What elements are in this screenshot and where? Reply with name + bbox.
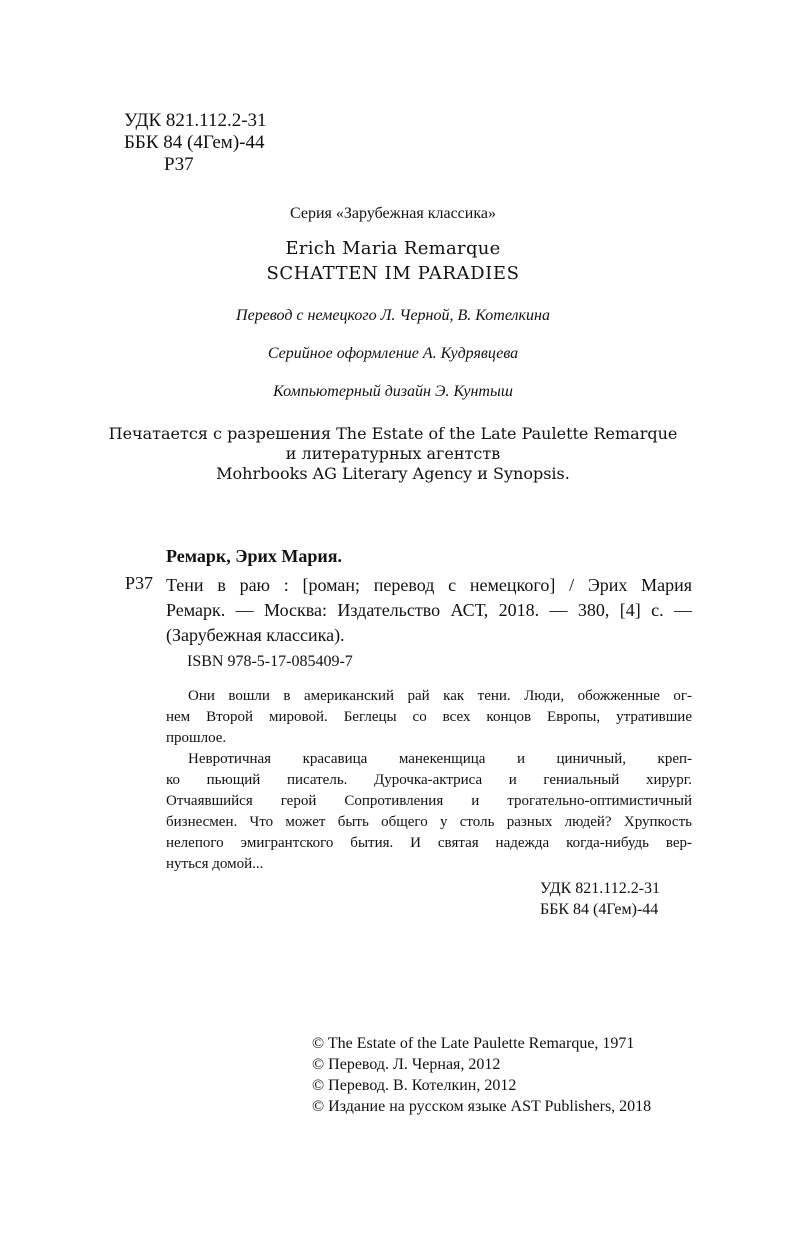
copyright-line: © The Estate of the Late Paulette Remarque, 1971 xyxy=(312,1035,635,1052)
annotation-paragraph-2 xyxy=(166,749,692,875)
permission-notice xyxy=(0,424,786,484)
bbk-code: ББК 84 (4Гем)-44 xyxy=(540,901,659,918)
bbk-code: ББК 84 (4Гем)-44 xyxy=(124,132,265,153)
annotation-line: Отчаявшийся герой Сопротивления и трогательно-оптимистичный xyxy=(166,793,692,809)
computer-design-credit: Компьютерный дизайн Э. Кунтыш xyxy=(273,383,513,400)
bib-author-mark: Р37 xyxy=(125,573,154,593)
classification-codes-bottom xyxy=(540,878,660,920)
annotation-line: нуться домой... xyxy=(166,856,264,872)
bib-description xyxy=(166,573,692,648)
annotation-line: нем Второй мировой. Беглецы со всех концов Европы, утратившие xyxy=(166,709,692,725)
copyright-line: © Перевод. В. Котелкин, 2012 xyxy=(312,1077,517,1094)
bib-line: Тени в раю : [роман; перевод с немецкого] / Эрих Мария xyxy=(166,575,692,595)
udk-code: УДК 821.112.2-31 xyxy=(540,880,661,897)
original-title: SCHATTEN IM PARADIES xyxy=(266,263,520,284)
author-mark: Р37 xyxy=(164,154,194,175)
annotation-line: ко пьющий писатель. Дурочка-актриса и гениальный хирург. xyxy=(166,772,692,788)
series-name: Серия «Зарубежная классика» xyxy=(290,205,496,222)
bib-line: Ремарк. — Москва: Издательство АСТ, 2018. — 380, [4] с. — xyxy=(166,600,692,620)
copyright-line: © Перевод. Л. Черная, 2012 xyxy=(312,1056,501,1073)
permission-line: Mohrbooks AG Literary Agency и Synopsis. xyxy=(216,464,570,483)
isbn: ISBN 978-5-17-085409-7 xyxy=(187,653,353,670)
udk-code: УДК 821.112.2-31 xyxy=(124,110,267,131)
copyright-block xyxy=(312,1033,651,1117)
series-design-credit: Серийное оформление А. Кудрявцева xyxy=(267,345,519,362)
copyright-line: © Издание на русском языке AST Publishers, 2018 xyxy=(312,1098,652,1115)
annotation-line: нелепого эмигрантского бытия. И святая надежда когда-нибудь вер- xyxy=(166,835,692,851)
bib-line: (Зарубежная классика). xyxy=(166,625,345,645)
translation-credit: Перевод с немецкого Л. Черной, В. Котелкина xyxy=(236,307,550,324)
permission-line: Печатается с разрешения The Estate of the Late Paulette Remarque xyxy=(108,424,678,443)
classification-codes xyxy=(124,110,267,176)
annotation-line: Они вошли в американский рай как тени. Люди, обожженные ог- xyxy=(188,688,692,704)
bib-author: Ремарк, Эрих Мария. xyxy=(166,546,342,566)
annotation-paragraph-1 xyxy=(166,686,692,749)
annotation-line: прошлое. xyxy=(166,730,227,746)
permission-line: и литературных агентств xyxy=(285,444,501,463)
original-author: Erich Maria Remarque xyxy=(285,238,501,259)
annotation-line: бизнесмен. Что может быть общего у столь разных людей? Хрупкость xyxy=(166,814,692,830)
annotation-line: Невротичная красавица манекенщица и циничный, креп- xyxy=(188,751,692,767)
